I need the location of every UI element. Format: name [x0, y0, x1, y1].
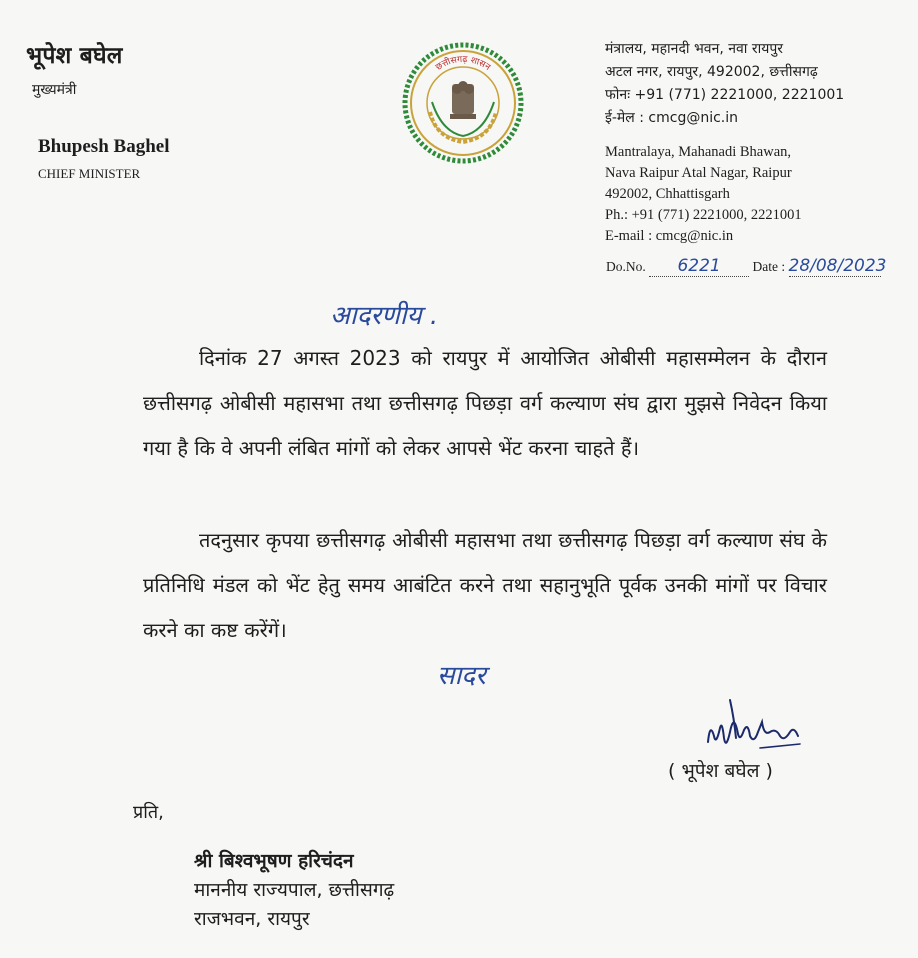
address-hindi-line: मंत्रालय, महानदी भवन, नवा रायपुर [605, 41, 784, 57]
signatory-name: ( भूपेश बघेल ) [668, 760, 773, 782]
recipient-block [194, 847, 394, 934]
address-hindi-line: अटल नगर, रायपुर, 492002, छत्तीसगढ़ [605, 64, 818, 80]
recipient-address: राजभवन, रायपुर [194, 908, 310, 930]
do-no-label: Do.No. [606, 259, 646, 274]
chhattisgarh-emblem-icon [402, 42, 524, 164]
address-hindi-line: ई-मेल : cmcg@nic.in [605, 110, 738, 126]
sender-designation-hindi: मुख्यमंत्री [32, 82, 77, 98]
paragraph-1: दिनांक 27 अगस्त 2023 को रायपुर में आयोजित ओबीसी महासम्मेलन के दौरान छत्तीसगढ़ ओबीसी महासभा तथा छत्तीसगढ़ पिछड़ा वर्ग कल्याण संघ द्वारा मुझसे निवेदन किया गया है कि वे अपनी लंबित मांगों को लेकर आपसे भेंट करना चाहते हैं। [143, 346, 827, 460]
recipient-prefix: प्रति, [133, 802, 164, 823]
closing: सादर [437, 661, 486, 691]
address-english-line: Ph.: +91 (771) 2221000, 2221001 [605, 207, 802, 223]
salutation: आदरणीय . [330, 301, 439, 331]
address-hindi-line: फोनः +91 (771) 2221000, 2221001 [605, 87, 845, 103]
paragraph-2: तदनुसार कृपया छत्तीसगढ़ ओबीसी महासभा तथा छत्तीसगढ़ पिछड़ा वर्ग कल्याण संघ के प्रतिनिधि मंडल को भेंट हेतु समय आबंटित करने तथा सहानुभूति पूर्वक उनकी मांगों पर विचार करने का कष्ट करेंगें। [143, 528, 827, 642]
address-english-line: E-mail : cmcg@nic.in [605, 228, 734, 244]
recipient-name: श्री बिश्वभूषण हरिचंदन [194, 850, 354, 872]
do-no-value: 6221 [649, 256, 749, 277]
emblem-text: छत्तीसगढ़ शासन [434, 54, 492, 73]
address-english [605, 142, 802, 247]
address-hindi [605, 38, 844, 130]
sender-name-hindi: भूपेश बघेल [26, 43, 123, 69]
address-english-line: 492002, Chhattisgarh [605, 186, 730, 202]
sender-designation-english: CHIEF MINISTER [38, 166, 141, 181]
signature-icon [700, 692, 810, 754]
svg-text:छत्तीसगढ़ शासन [434, 55, 493, 74]
recipient-designation: माननीय राज्यपाल, छत्तीसगढ़ [194, 879, 395, 901]
sender-name-english: Bhupesh Baghel [38, 136, 170, 157]
date-value: 28/08/2023 [788, 256, 887, 276]
date-label: Date : [752, 259, 786, 274]
address-english-line: Mantralaya, Mahanadi Bhawan, [605, 144, 792, 160]
address-english-line: Nava Raipur Atal Nagar, Raipur [605, 165, 792, 181]
reference-row [606, 256, 887, 277]
